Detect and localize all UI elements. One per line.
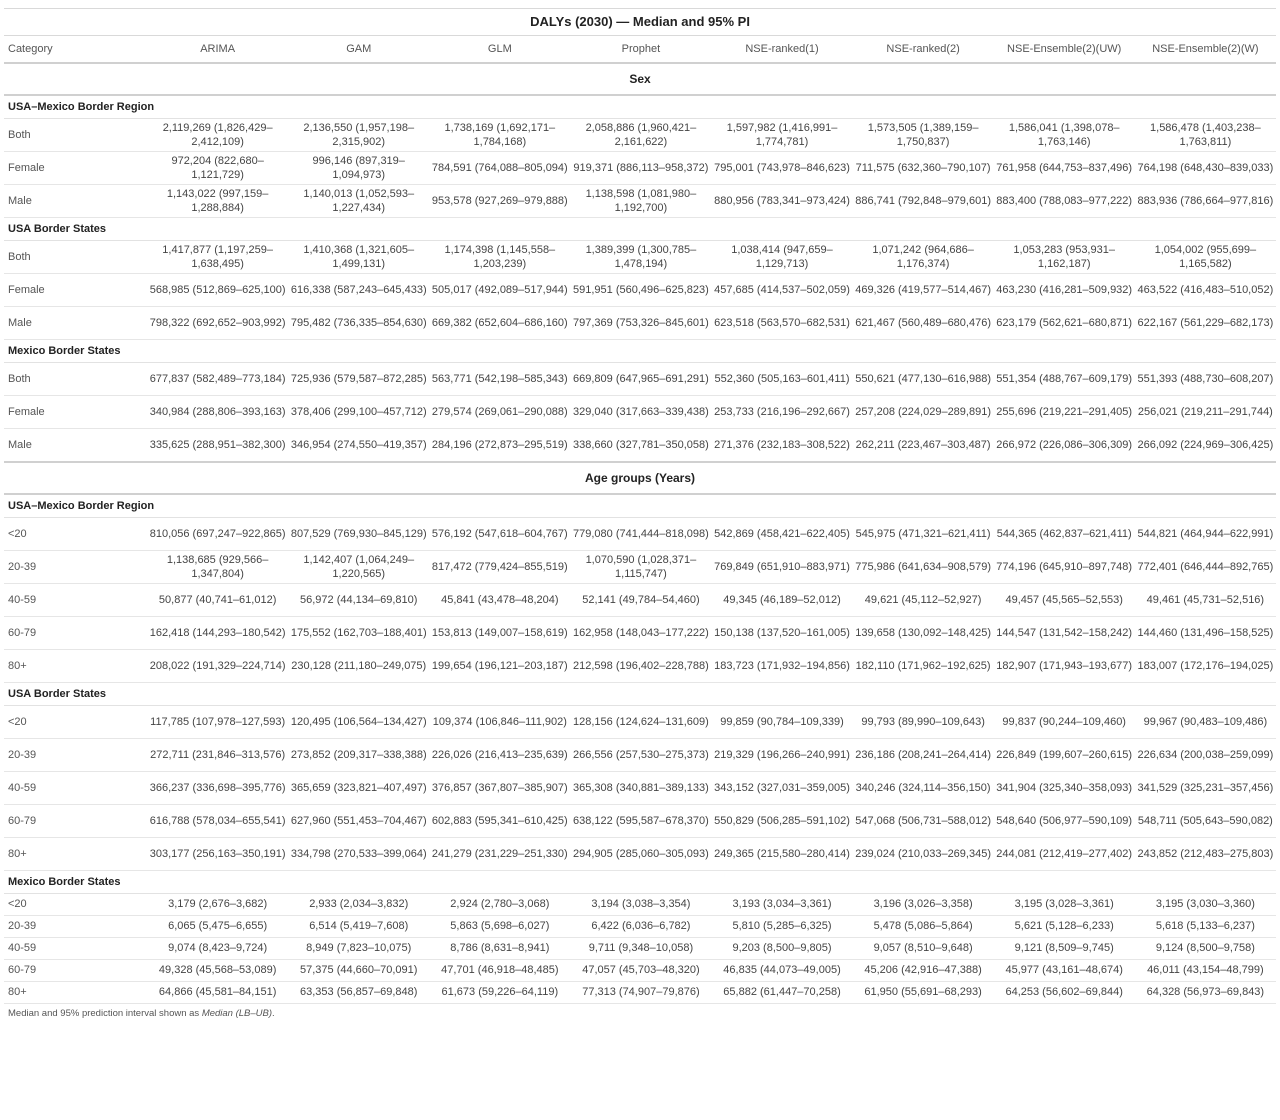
table-cell: 183,007 (172,176–194,025) — [1135, 649, 1276, 682]
table-body — [4, 63, 1276, 1003]
table-cell: 6,514 (5,419–7,608) — [288, 915, 429, 937]
table-cell: 711,575 (632,360–790,107) — [853, 152, 994, 185]
table-cell: 563,771 (542,198–585,343) — [429, 363, 570, 396]
table-cell: 5,618 (5,133–6,237) — [1135, 915, 1276, 937]
table-row — [4, 307, 1276, 340]
table-cell: 1,143,022 (997,159–1,288,884) — [147, 185, 288, 218]
section-header-row — [4, 462, 1276, 494]
table-cell: 972,204 (822,680–1,121,729) — [147, 152, 288, 185]
table-cell: 338,660 (327,781–350,058) — [570, 429, 711, 462]
table-cell: 49,461 (45,731–52,516) — [1135, 583, 1276, 616]
table-cell: 551,393 (488,730–608,207) — [1135, 363, 1276, 396]
table-cell: 139,658 (130,092–148,425) — [853, 616, 994, 649]
table-cell: 64,328 (56,973–69,843) — [1135, 981, 1276, 1003]
table-cell: 226,849 (199,607–260,615) — [994, 738, 1135, 771]
table-cell: 49,345 (46,189–52,012) — [711, 583, 852, 616]
table-cell: 784,591 (764,088–805,094) — [429, 152, 570, 185]
table-cell: 627,960 (551,453–704,467) — [288, 804, 429, 837]
table-cell: 996,146 (897,319–1,094,973) — [288, 152, 429, 185]
table-cell: 3,195 (3,028–3,361) — [994, 893, 1135, 915]
table-cell: 1,038,414 (947,659–1,129,713) — [711, 241, 852, 274]
dalys-table — [4, 8, 1276, 1004]
table-cell: 1,138,685 (929,566–1,347,804) — [147, 550, 288, 583]
table-cell: 329,040 (317,663–339,438) — [570, 396, 711, 429]
table-cell: 769,849 (651,910–883,971) — [711, 550, 852, 583]
table-cell: 1,417,877 (1,197,259–1,638,495) — [147, 241, 288, 274]
table-cell: 677,837 (582,489–773,184) — [147, 363, 288, 396]
col-header-nse-ranked-1: NSE-ranked(1) — [711, 36, 852, 64]
table-cell: 463,522 (416,483–510,052) — [1135, 274, 1276, 307]
table-row — [4, 915, 1276, 937]
table-cell: 576,192 (547,618–604,767) — [429, 517, 570, 550]
table-cell: 49,621 (45,112–52,927) — [853, 583, 994, 616]
table-cell: 128,156 (124,624–131,609) — [570, 705, 711, 738]
group-header-row — [4, 682, 1276, 705]
section-title: Age groups (Years) — [4, 462, 1276, 494]
table-cell: 346,954 (274,550–419,357) — [288, 429, 429, 462]
table-cell: 1,054,002 (955,699–1,165,582) — [1135, 241, 1276, 274]
table-cell: 1,070,590 (1,028,371–1,115,747) — [570, 550, 711, 583]
table-cell: 162,418 (144,293–180,542) — [147, 616, 288, 649]
table-cell: 49,328 (45,568–53,089) — [147, 959, 288, 981]
table-cell: 144,460 (131,496–158,525) — [1135, 616, 1276, 649]
table-cell: 64,253 (56,602–69,844) — [994, 981, 1135, 1003]
table-cell: 3,194 (3,038–3,354) — [570, 893, 711, 915]
table-cell: 774,196 (645,910–897,748) — [994, 550, 1135, 583]
table-cell: 47,057 (45,703–48,320) — [570, 959, 711, 981]
table-cell: 883,936 (786,664–977,816) — [1135, 185, 1276, 218]
table-cell: 5,621 (5,128–6,233) — [994, 915, 1135, 937]
table-cell: 1,174,398 (1,145,558–1,203,239) — [429, 241, 570, 274]
table-cell: 183,723 (171,932–194,856) — [711, 649, 852, 682]
table-cell: 5,863 (5,698–6,027) — [429, 915, 570, 937]
table-cell: 243,852 (212,483–275,803) — [1135, 837, 1276, 870]
table-cell: 2,119,269 (1,826,429–2,412,109) — [147, 119, 288, 152]
table-cell: 365,659 (323,821–407,497) — [288, 771, 429, 804]
table-cell: 779,080 (741,444–818,098) — [570, 517, 711, 550]
table-row — [4, 363, 1276, 396]
table-cell: 761,958 (644,753–837,496) — [994, 152, 1135, 185]
table-cell: 1,140,013 (1,052,593–1,227,434) — [288, 185, 429, 218]
table-cell: 279,574 (269,061–290,088) — [429, 396, 570, 429]
table-cell: 547,068 (506,731–588,012) — [853, 804, 994, 837]
row-label: <20 — [4, 705, 147, 738]
table-cell: 208,022 (191,329–224,714) — [147, 649, 288, 682]
table-cell: 919,371 (886,113–958,372) — [570, 152, 711, 185]
table-cell: 61,950 (55,691–68,293) — [853, 981, 994, 1003]
row-label: 80+ — [4, 649, 147, 682]
table-cell: 162,958 (148,043–177,222) — [570, 616, 711, 649]
table-cell: 9,074 (8,423–9,724) — [147, 937, 288, 959]
table-cell: 47,701 (46,918–48,485) — [429, 959, 570, 981]
table-cell: 9,121 (8,509–9,745) — [994, 937, 1135, 959]
table-cell: 294,905 (285,060–305,093) — [570, 837, 711, 870]
table-cell: 46,011 (43,154–48,799) — [1135, 959, 1276, 981]
table-title: DALYs (2030) — Median and 95% PI — [4, 9, 1276, 36]
table-cell: 50,877 (40,741–61,012) — [147, 583, 288, 616]
table-cell: 257,208 (224,029–289,891) — [853, 396, 994, 429]
table-cell: 9,057 (8,510–9,648) — [853, 937, 994, 959]
table-cell: 622,167 (561,229–682,173) — [1135, 307, 1276, 340]
table-cell: 56,972 (44,134–69,810) — [288, 583, 429, 616]
table-row — [4, 119, 1276, 152]
table-cell: 273,852 (209,317–338,388) — [288, 738, 429, 771]
table-cell: 343,152 (327,031–359,005) — [711, 771, 852, 804]
table-cell: 57,375 (44,660–70,091) — [288, 959, 429, 981]
table-row — [4, 616, 1276, 649]
group-header-row — [4, 340, 1276, 363]
group-title: USA–Mexico Border Region — [4, 494, 1276, 518]
table-cell: 249,365 (215,580–280,414) — [711, 837, 852, 870]
table-cell: 2,933 (2,034–3,832) — [288, 893, 429, 915]
table-cell: 5,478 (5,086–5,864) — [853, 915, 994, 937]
group-header-row — [4, 218, 1276, 241]
table-cell: 272,711 (231,846–313,576) — [147, 738, 288, 771]
group-title: USA Border States — [4, 682, 1276, 705]
table-cell: 886,741 (792,848–979,601) — [853, 185, 994, 218]
table-cell: 3,179 (2,676–3,682) — [147, 893, 288, 915]
table-cell: 3,193 (3,034–3,361) — [711, 893, 852, 915]
table-cell: 638,122 (595,587–678,370) — [570, 804, 711, 837]
table-cell: 550,621 (477,130–616,988) — [853, 363, 994, 396]
table-cell: 1,053,283 (953,931–1,162,187) — [994, 241, 1135, 274]
footnote — [4, 1004, 1276, 1019]
table-cell: 807,529 (769,930–845,129) — [288, 517, 429, 550]
row-label: 40-59 — [4, 583, 147, 616]
row-label: Both — [4, 241, 147, 274]
row-label: <20 — [4, 517, 147, 550]
table-cell: 623,179 (562,621–680,871) — [994, 307, 1135, 340]
table-row — [4, 893, 1276, 915]
table-cell: 244,081 (212,419–277,402) — [994, 837, 1135, 870]
row-label: 60-79 — [4, 616, 147, 649]
table-row — [4, 649, 1276, 682]
col-header-glm: GLM — [429, 36, 570, 64]
table-cell: 817,472 (779,424–855,519) — [429, 550, 570, 583]
table-cell: 810,056 (697,247–922,865) — [147, 517, 288, 550]
row-label: 60-79 — [4, 959, 147, 981]
section-title: Sex — [4, 63, 1276, 95]
row-label: Female — [4, 152, 147, 185]
table-cell: 266,972 (226,086–306,309) — [994, 429, 1135, 462]
table-cell: 63,353 (56,857–69,848) — [288, 981, 429, 1003]
table-row — [4, 429, 1276, 462]
table-cell: 1,389,399 (1,300,785–1,478,194) — [570, 241, 711, 274]
table-cell: 99,967 (90,483–109,486) — [1135, 705, 1276, 738]
table-cell: 548,711 (505,643–590,082) — [1135, 804, 1276, 837]
table-cell: 150,138 (137,520–161,005) — [711, 616, 852, 649]
section-header-row — [4, 63, 1276, 95]
table-row — [4, 937, 1276, 959]
table-cell: 341,529 (325,231–357,456) — [1135, 771, 1276, 804]
table-cell: 953,578 (927,269–979,888) — [429, 185, 570, 218]
table-row — [4, 804, 1276, 837]
table-row — [4, 705, 1276, 738]
table-cell: 1,573,505 (1,389,159–1,750,837) — [853, 119, 994, 152]
table-cell: 1,142,407 (1,064,249–1,220,565) — [288, 550, 429, 583]
table-cell: 256,021 (219,211–291,744) — [1135, 396, 1276, 429]
table-cell: 226,026 (216,413–235,639) — [429, 738, 570, 771]
row-label: Female — [4, 274, 147, 307]
table-cell: 341,904 (325,340–358,093) — [994, 771, 1135, 804]
table-cell: 175,552 (162,703–188,401) — [288, 616, 429, 649]
table-cell: 616,788 (578,034–655,541) — [147, 804, 288, 837]
table-cell: 61,673 (59,226–64,119) — [429, 981, 570, 1003]
row-label: Male — [4, 429, 147, 462]
col-header-gam: GAM — [288, 36, 429, 64]
table-cell: 117,785 (107,978–127,593) — [147, 705, 288, 738]
table-cell: 9,711 (9,348–10,058) — [570, 937, 711, 959]
table-cell: 1,138,598 (1,081,980–1,192,700) — [570, 185, 711, 218]
table-row — [4, 981, 1276, 1003]
table-cell: 120,495 (106,564–134,427) — [288, 705, 429, 738]
table-row — [4, 771, 1276, 804]
table-cell: 46,835 (44,073–49,005) — [711, 959, 852, 981]
table-cell: 262,211 (223,467–303,487) — [853, 429, 994, 462]
table-cell: 764,198 (648,430–839,033) — [1135, 152, 1276, 185]
table-cell: 219,329 (196,266–240,991) — [711, 738, 852, 771]
table-cell: 1,071,242 (964,686–1,176,374) — [853, 241, 994, 274]
table-cell: 2,136,550 (1,957,198–2,315,902) — [288, 119, 429, 152]
table-cell: 45,206 (42,916–47,388) — [853, 959, 994, 981]
col-header-arima: ARIMA — [147, 36, 288, 64]
table-cell: 1,586,041 (1,398,078–1,763,146) — [994, 119, 1135, 152]
table-cell: 271,376 (232,183–308,522) — [711, 429, 852, 462]
table-cell: 1,410,368 (1,321,605–1,499,131) — [288, 241, 429, 274]
table-cell: 880,956 (783,341–973,424) — [711, 185, 852, 218]
table-cell: 340,246 (324,114–356,150) — [853, 771, 994, 804]
table-cell: 621,467 (560,489–680,476) — [853, 307, 994, 340]
group-header-row — [4, 95, 1276, 119]
table-cell: 239,024 (210,033–269,345) — [853, 837, 994, 870]
row-label: 40-59 — [4, 937, 147, 959]
table-cell: 623,518 (563,570–682,531) — [711, 307, 852, 340]
table-cell: 457,685 (414,537–502,059) — [711, 274, 852, 307]
table-cell: 669,382 (652,604–686,160) — [429, 307, 570, 340]
table-cell: 9,124 (8,500–9,758) — [1135, 937, 1276, 959]
row-label: Both — [4, 363, 147, 396]
row-label: <20 — [4, 893, 147, 915]
table-cell: 2,058,886 (1,960,421–2,161,622) — [570, 119, 711, 152]
table-cell: 253,733 (216,196–292,667) — [711, 396, 852, 429]
table-cell: 6,065 (5,475–6,655) — [147, 915, 288, 937]
row-label: 80+ — [4, 981, 147, 1003]
table-cell: 602,883 (595,341–610,425) — [429, 804, 570, 837]
table-cell: 255,696 (219,221–291,405) — [994, 396, 1135, 429]
row-label: Female — [4, 396, 147, 429]
col-header-nse-ensemble-w: NSE-Ensemble(2)(W) — [1135, 36, 1276, 64]
table-cell: 153,813 (149,007–158,619) — [429, 616, 570, 649]
table-row — [4, 396, 1276, 429]
row-label: Male — [4, 185, 147, 218]
table-row — [4, 274, 1276, 307]
table-cell: 463,230 (416,281–509,932) — [994, 274, 1135, 307]
table-cell: 797,369 (753,326–845,601) — [570, 307, 711, 340]
table-row — [4, 241, 1276, 274]
table-cell: 1,738,169 (1,692,171–1,784,168) — [429, 119, 570, 152]
table-cell: 230,128 (211,180–249,075) — [288, 649, 429, 682]
row-label: 40-59 — [4, 771, 147, 804]
table-cell: 212,598 (196,402–228,788) — [570, 649, 711, 682]
footnote-suffix: . — [272, 1007, 275, 1019]
table-cell: 8,949 (7,823–10,075) — [288, 937, 429, 959]
table-cell: 669,809 (647,965–691,291) — [570, 363, 711, 396]
table-cell: 266,092 (224,969–306,425) — [1135, 429, 1276, 462]
table-cell: 99,793 (89,990–109,643) — [853, 705, 994, 738]
row-label: 60-79 — [4, 804, 147, 837]
table-cell: 3,195 (3,030–3,360) — [1135, 893, 1276, 915]
table-cell: 544,365 (462,837–621,411) — [994, 517, 1135, 550]
table-cell: 544,821 (464,944–622,991) — [1135, 517, 1276, 550]
table-cell: 182,110 (171,962–192,625) — [853, 649, 994, 682]
table-cell: 775,986 (641,634–908,579) — [853, 550, 994, 583]
table-cell: 109,374 (106,846–111,902) — [429, 705, 570, 738]
table-cell: 568,985 (512,869–625,100) — [147, 274, 288, 307]
table-cell: 378,406 (299,100–457,712) — [288, 396, 429, 429]
table-cell: 795,001 (743,978–846,623) — [711, 152, 852, 185]
table-cell: 3,196 (3,026–3,358) — [853, 893, 994, 915]
table-cell: 551,354 (488,767–609,179) — [994, 363, 1135, 396]
row-label: 80+ — [4, 837, 147, 870]
table-cell: 52,141 (49,784–54,460) — [570, 583, 711, 616]
table-row — [4, 517, 1276, 550]
table-cell: 725,936 (579,587–872,285) — [288, 363, 429, 396]
table-cell: 99,859 (90,784–109,339) — [711, 705, 852, 738]
row-label: Male — [4, 307, 147, 340]
table-cell: 591,951 (560,496–625,823) — [570, 274, 711, 307]
table-cell: 365,308 (340,881–389,133) — [570, 771, 711, 804]
table-row — [4, 583, 1276, 616]
table-cell: 8,786 (8,631–8,941) — [429, 937, 570, 959]
table-cell: 340,984 (288,806–393,163) — [147, 396, 288, 429]
row-label: 20-39 — [4, 738, 147, 771]
table-cell: 335,625 (288,951–382,300) — [147, 429, 288, 462]
table-cell: 144,547 (131,542–158,242) — [994, 616, 1135, 649]
table-row — [4, 837, 1276, 870]
group-header-row — [4, 870, 1276, 893]
group-title: Mexico Border States — [4, 870, 1276, 893]
table-cell: 795,482 (736,335–854,630) — [288, 307, 429, 340]
table-cell: 99,837 (90,244–109,460) — [994, 705, 1135, 738]
table-cell: 552,360 (505,163–601,411) — [711, 363, 852, 396]
col-header-nse-ensemble-uw: NSE-Ensemble(2)(UW) — [994, 36, 1135, 64]
table-cell: 334,798 (270,533–399,064) — [288, 837, 429, 870]
table-cell: 505,017 (492,089–517,944) — [429, 274, 570, 307]
row-label: 20-39 — [4, 550, 147, 583]
group-title: USA–Mexico Border Region — [4, 95, 1276, 119]
table-cell: 45,841 (43,478–48,204) — [429, 583, 570, 616]
table-cell: 241,279 (231,229–251,330) — [429, 837, 570, 870]
col-header-category: Category — [4, 36, 147, 64]
table-cell: 1,586,478 (1,403,238–1,763,811) — [1135, 119, 1276, 152]
table-cell: 199,654 (196,121–203,187) — [429, 649, 570, 682]
footnote-prefix: Median and 95% prediction interval shown as — [8, 1007, 202, 1019]
table-cell: 2,924 (2,780–3,068) — [429, 893, 570, 915]
table-cell: 303,177 (256,163–350,191) — [147, 837, 288, 870]
column-header-row — [4, 36, 1276, 64]
table-row — [4, 185, 1276, 218]
table-cell: 883,400 (788,083–977,222) — [994, 185, 1135, 218]
table-cell: 366,237 (336,698–395,776) — [147, 771, 288, 804]
table-cell: 545,975 (471,321–621,411) — [853, 517, 994, 550]
table-cell: 6,422 (6,036–6,782) — [570, 915, 711, 937]
group-title: Mexico Border States — [4, 340, 1276, 363]
table-cell: 226,634 (200,038–259,099) — [1135, 738, 1276, 771]
col-header-nse-ranked-2: NSE-ranked(2) — [853, 36, 994, 64]
table-cell: 65,882 (61,447–70,258) — [711, 981, 852, 1003]
table-cell: 616,338 (587,243–645,433) — [288, 274, 429, 307]
table-cell: 77,313 (74,907–79,876) — [570, 981, 711, 1003]
col-header-prophet: Prophet — [570, 36, 711, 64]
table-cell: 45,977 (43,161–48,674) — [994, 959, 1135, 981]
table-cell: 548,640 (506,977–590,109) — [994, 804, 1135, 837]
table-cell: 236,186 (208,241–264,414) — [853, 738, 994, 771]
table-cell: 772,401 (646,444–892,765) — [1135, 550, 1276, 583]
row-label: Both — [4, 119, 147, 152]
table-cell: 49,457 (45,565–52,553) — [994, 583, 1135, 616]
row-label: 20-39 — [4, 915, 147, 937]
table-cell: 182,907 (171,943–193,677) — [994, 649, 1135, 682]
table-cell: 1,597,982 (1,416,991–1,774,781) — [711, 119, 852, 152]
table-cell: 798,322 (692,652–903,992) — [147, 307, 288, 340]
table-row — [4, 738, 1276, 771]
table-cell: 5,810 (5,285–6,325) — [711, 915, 852, 937]
table-cell: 376,857 (367,807–385,907) — [429, 771, 570, 804]
table-row — [4, 152, 1276, 185]
table-cell: 542,869 (458,421–622,405) — [711, 517, 852, 550]
table-cell: 64,866 (45,581–84,151) — [147, 981, 288, 1003]
table-cell: 266,556 (257,530–275,373) — [570, 738, 711, 771]
table-cell: 469,326 (419,577–514,467) — [853, 274, 994, 307]
group-title: USA Border States — [4, 218, 1276, 241]
footnote-format: Median (LB–UB) — [201, 1007, 273, 1019]
table-cell: 550,829 (506,285–591,102) — [711, 804, 852, 837]
table-row — [4, 550, 1276, 583]
table-cell: 284,196 (272,873–295,519) — [429, 429, 570, 462]
group-header-row — [4, 494, 1276, 518]
table-row — [4, 959, 1276, 981]
table-cell: 9,203 (8,500–9,805) — [711, 937, 852, 959]
